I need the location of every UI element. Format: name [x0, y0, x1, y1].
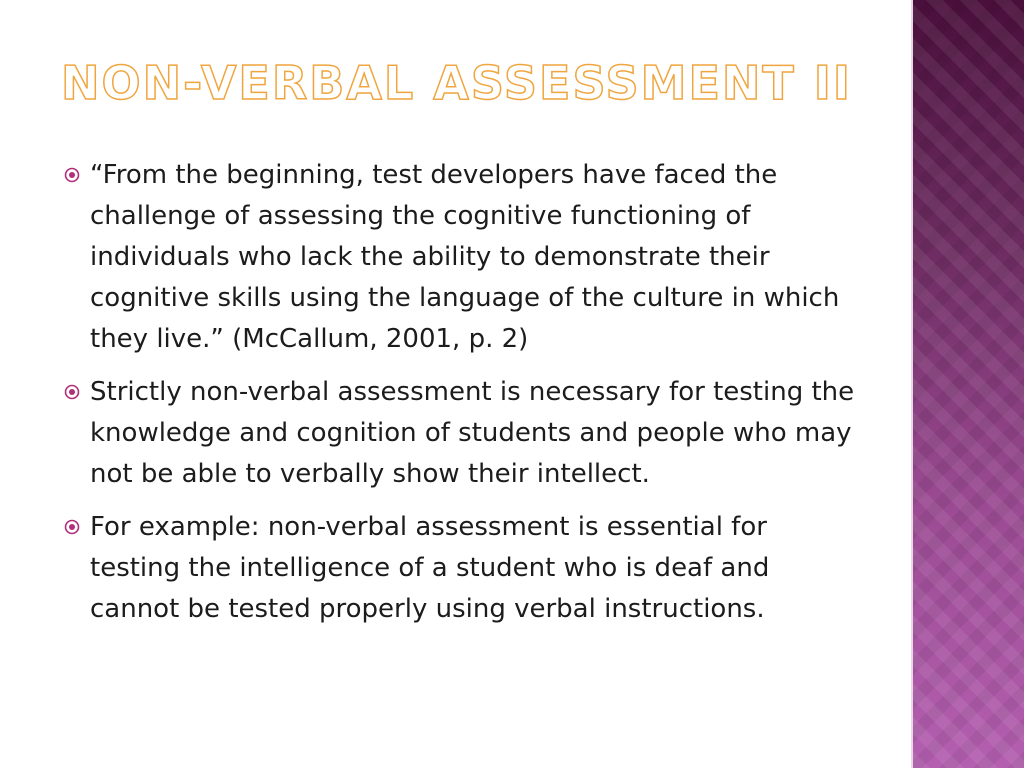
- bullet-list: [90, 155, 860, 642]
- bullet-item-necessity: [90, 372, 860, 495]
- bullet-item-example: [90, 507, 860, 630]
- bullet-text: “From the beginning, test developers have faced the challenge of assessing the cognitive functioning of individuals who lack the ability to demonstrate their cognitive skills using the language of the culture in which they live.” (McCallum, 2001, p. 2): [90, 160, 840, 354]
- bullet-text: For example: non-verbal assessment is essential for testing the intelligence of a student who is deaf and cannot be tested properly using verbal instructions.: [90, 512, 770, 624]
- bullet-text: Strictly non-verbal assessment is necessary for testing the knowledge and cognition of students and people who may not be able to verbally show their intellect.: [90, 377, 855, 489]
- slide-title: NON-VERBAL ASSESSMENT II: [60, 56, 852, 110]
- circle-dot-icon: [64, 167, 80, 183]
- circle-dot-icon: [64, 519, 80, 535]
- bullet-item-quote: [90, 155, 860, 360]
- decorative-side-band: [913, 0, 1024, 768]
- circle-dot-icon: [64, 384, 80, 400]
